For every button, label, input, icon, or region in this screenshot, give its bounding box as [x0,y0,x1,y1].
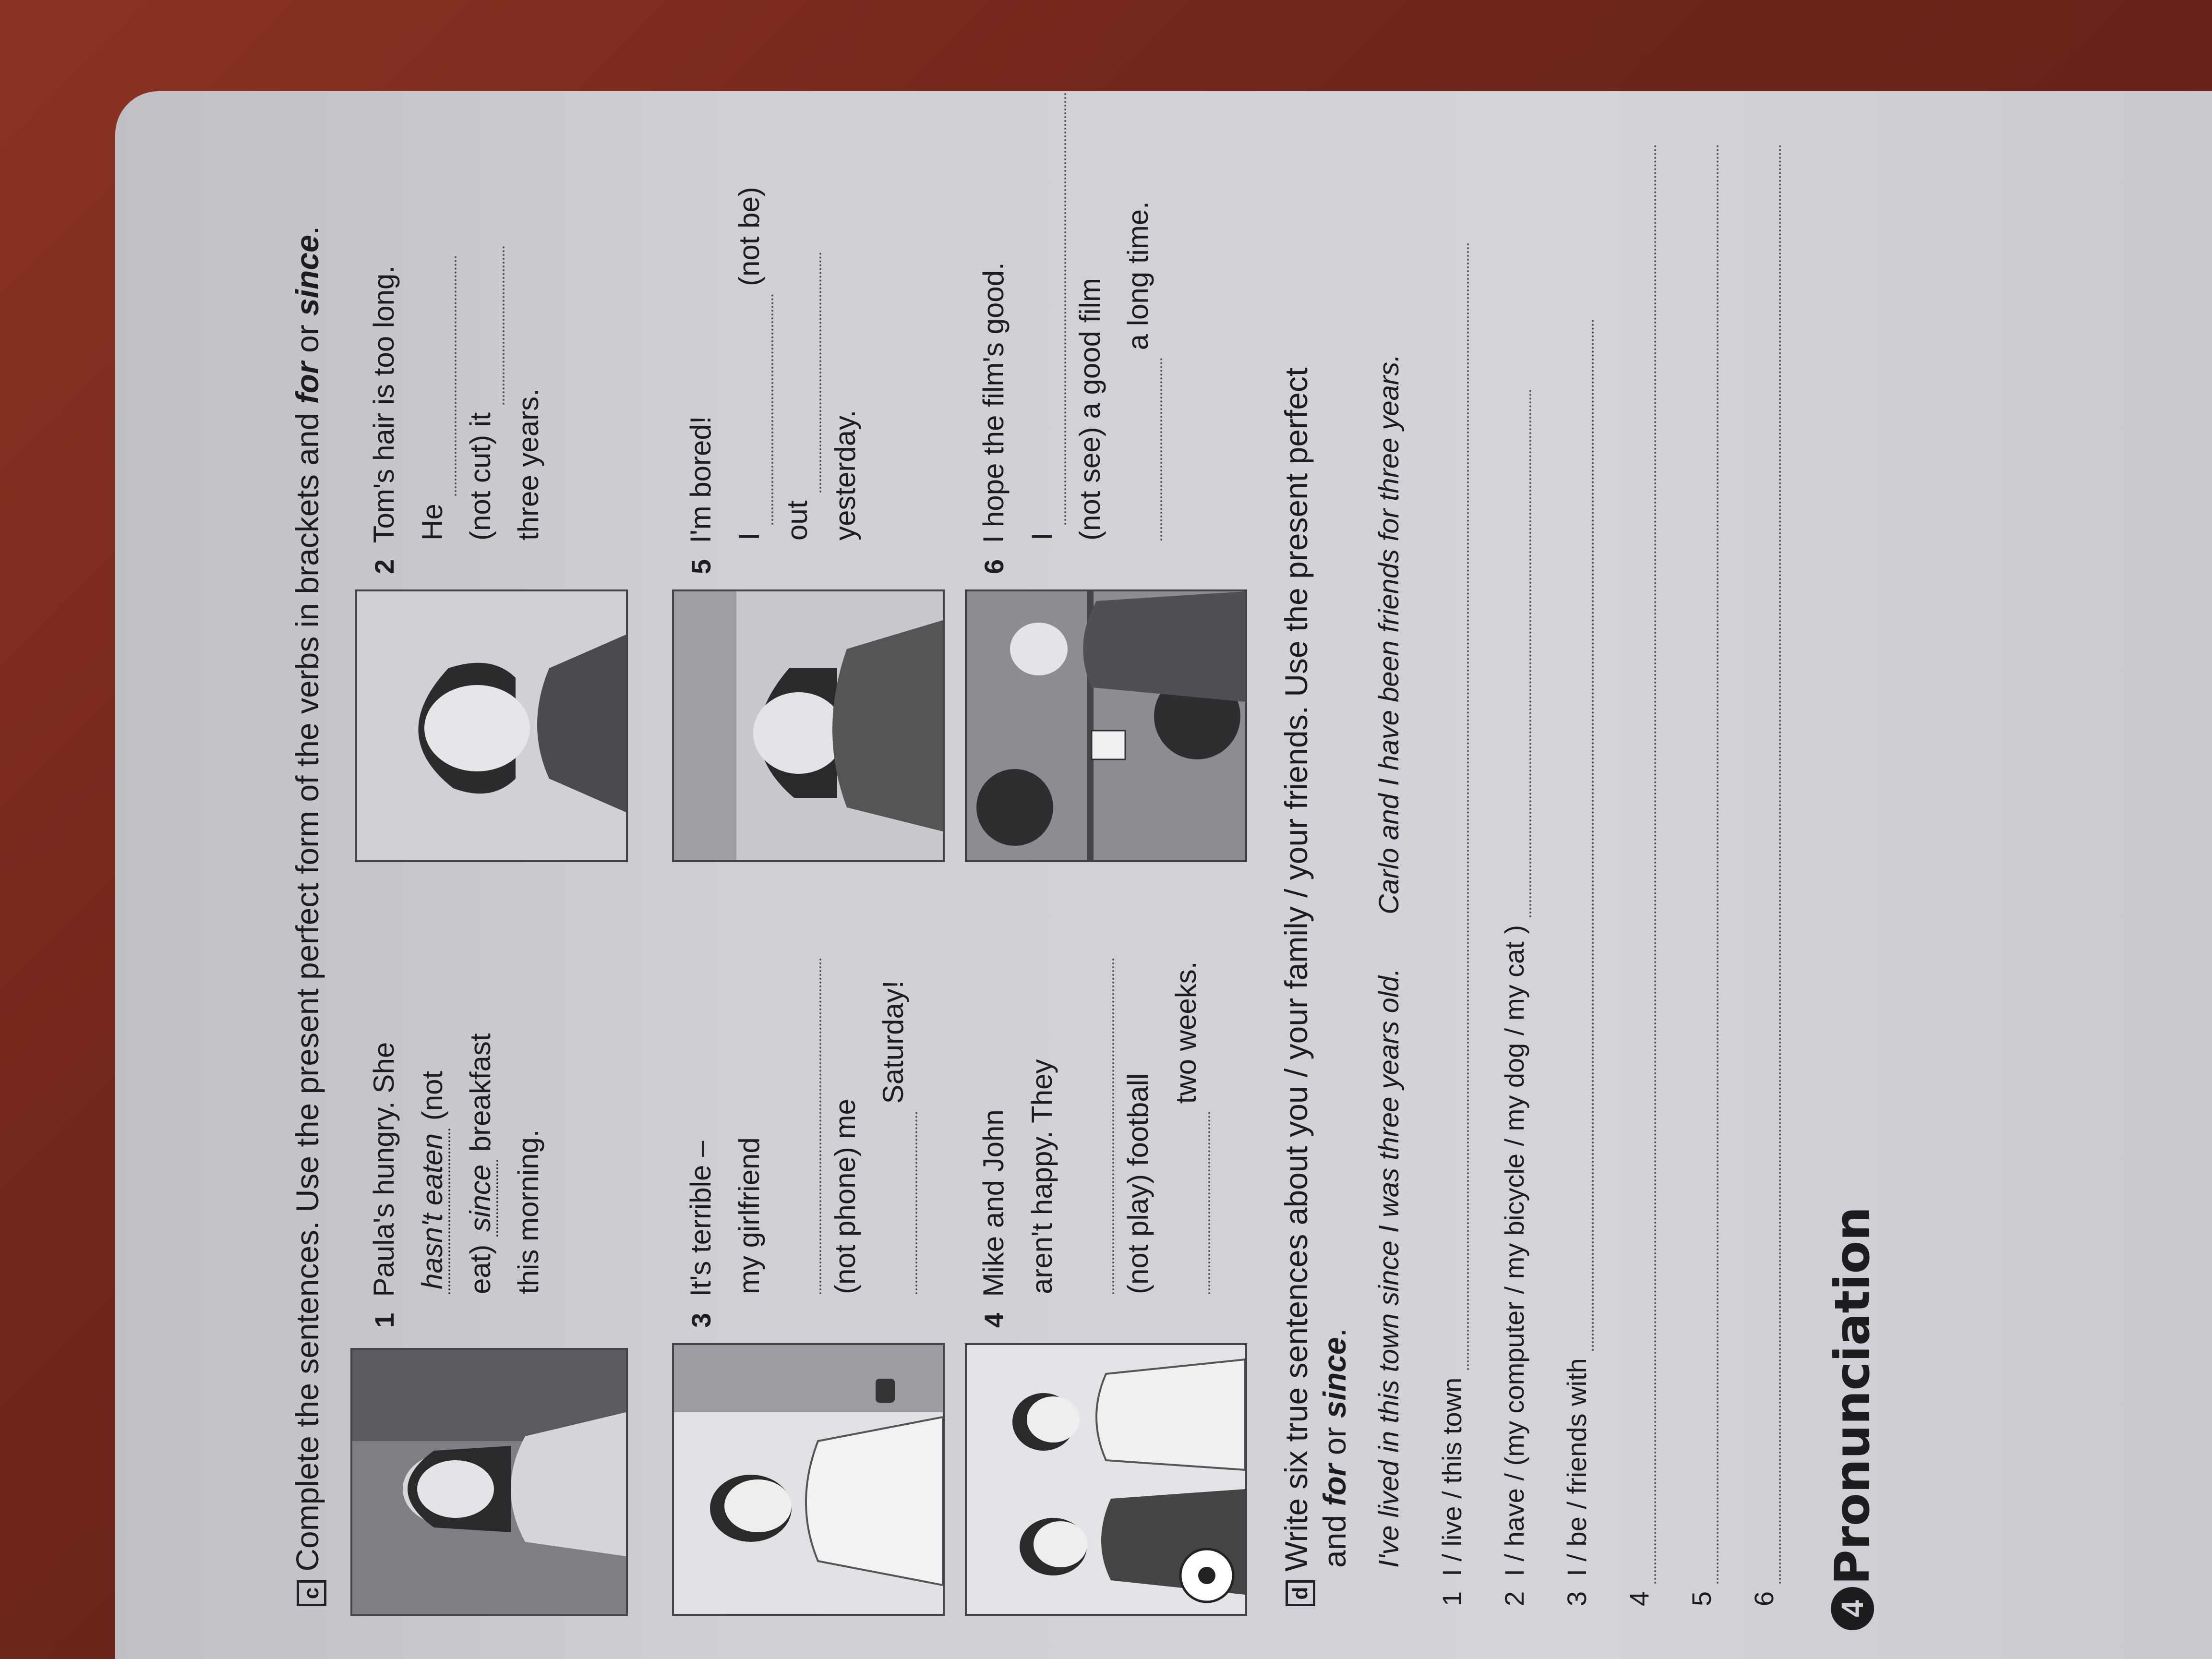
cinema-illustration [967,591,1245,860]
item-5: 5 I'm bored! I (not be) out yesterday. [685,187,861,574]
pronunciation-heading [1824,910,1880,1630]
answer-blank-6a[interactable] [1040,93,1066,525]
writing-line-3[interactable]: 3 I / be / friends with [1560,22,1594,1606]
picture-bored [672,589,945,862]
picture-paula [350,1348,628,1616]
answer-since: since [464,1160,498,1237]
writing-blank-2[interactable] [1505,389,1531,917]
football-illustration [967,1345,1245,1614]
picture-cinema [965,589,1247,862]
item-6: 6 I hope the film's good. I (not see) a good film a long time. [970,22,1162,574]
picture-mike-john [965,1343,1247,1616]
item-1: 1 Paula's hungry. She hasn't eaten (not eat) since breakfast this morning. [368,1033,544,1328]
answer-blank-3b[interactable] [891,1112,917,1294]
writing-line-4[interactable]: 4 [1623,22,1656,1606]
writing-line-1[interactable]: 1 I / live / this town [1435,22,1469,1606]
answer-blank-3a[interactable] [795,958,821,1294]
item-2: 2 Tom's hair is too long. He (not cut) it three years. [360,46,553,574]
exercise-d-examples [1373,32,1405,1568]
writing-line-5[interactable]: 5 [1685,22,1719,1606]
pronunciation-number-badge: 4 [1831,1587,1874,1630]
writing-line-6[interactable]: 6 [1747,22,1781,1606]
tom-illustration [357,591,626,860]
writing-line-2[interactable]: 2 I / have / (my computer / my bicycle / my dog / my cat ) [1498,22,1531,1606]
answer-hasnt-eaten: hasn't eaten [416,1129,450,1294]
example-sentence-2: Carlo and I have been friends for three years. [1373,354,1405,914]
answer-blank-4b[interactable] [1184,1112,1210,1294]
exercise-d-instruction: d Write six true sentences about you / your family / your friends. Use the present perfect and for or since. [1277,22,1354,1606]
writing-blank-6[interactable] [1755,144,1781,1584]
answer-blank-6b[interactable] [1136,358,1162,541]
item-3: 3 It's terrible – my girlfriend (not phone) me Saturday! [677,872,917,1328]
answer-blank-2b[interactable] [479,246,505,405]
example-sentence-1: I've lived in this town since I was three years old. [1373,968,1405,1568]
answer-blank-2a[interactable] [431,256,457,496]
paula-illustration [352,1350,626,1614]
answer-blank-5a[interactable] [747,294,773,525]
writing-blank-1[interactable] [1443,242,1469,1370]
writing-blank-4[interactable] [1630,144,1656,1584]
picture-girlfriend-phone [672,1343,945,1616]
pronunciation-title: Pronunciation [1824,1206,1880,1585]
answer-blank-4a[interactable] [1088,958,1114,1294]
item-4: 4 Mike and John aren't happy. They (not play) football two weeks. [970,872,1210,1328]
writing-blank-3[interactable] [1568,319,1594,1351]
writing-blank-5[interactable] [1693,144,1719,1584]
exercise-c-badge: c [297,1580,326,1606]
bored-illustration [674,591,943,860]
picture-tom [355,589,628,862]
phone-illustration [674,1345,943,1614]
answer-blank-5b[interactable] [795,252,821,493]
exercise-d-badge: d [1286,1580,1315,1606]
exercise-c-instruction: c Complete the sentences. Use the present perfect form of the verbs in brackets and for or since. [288,22,326,1606]
